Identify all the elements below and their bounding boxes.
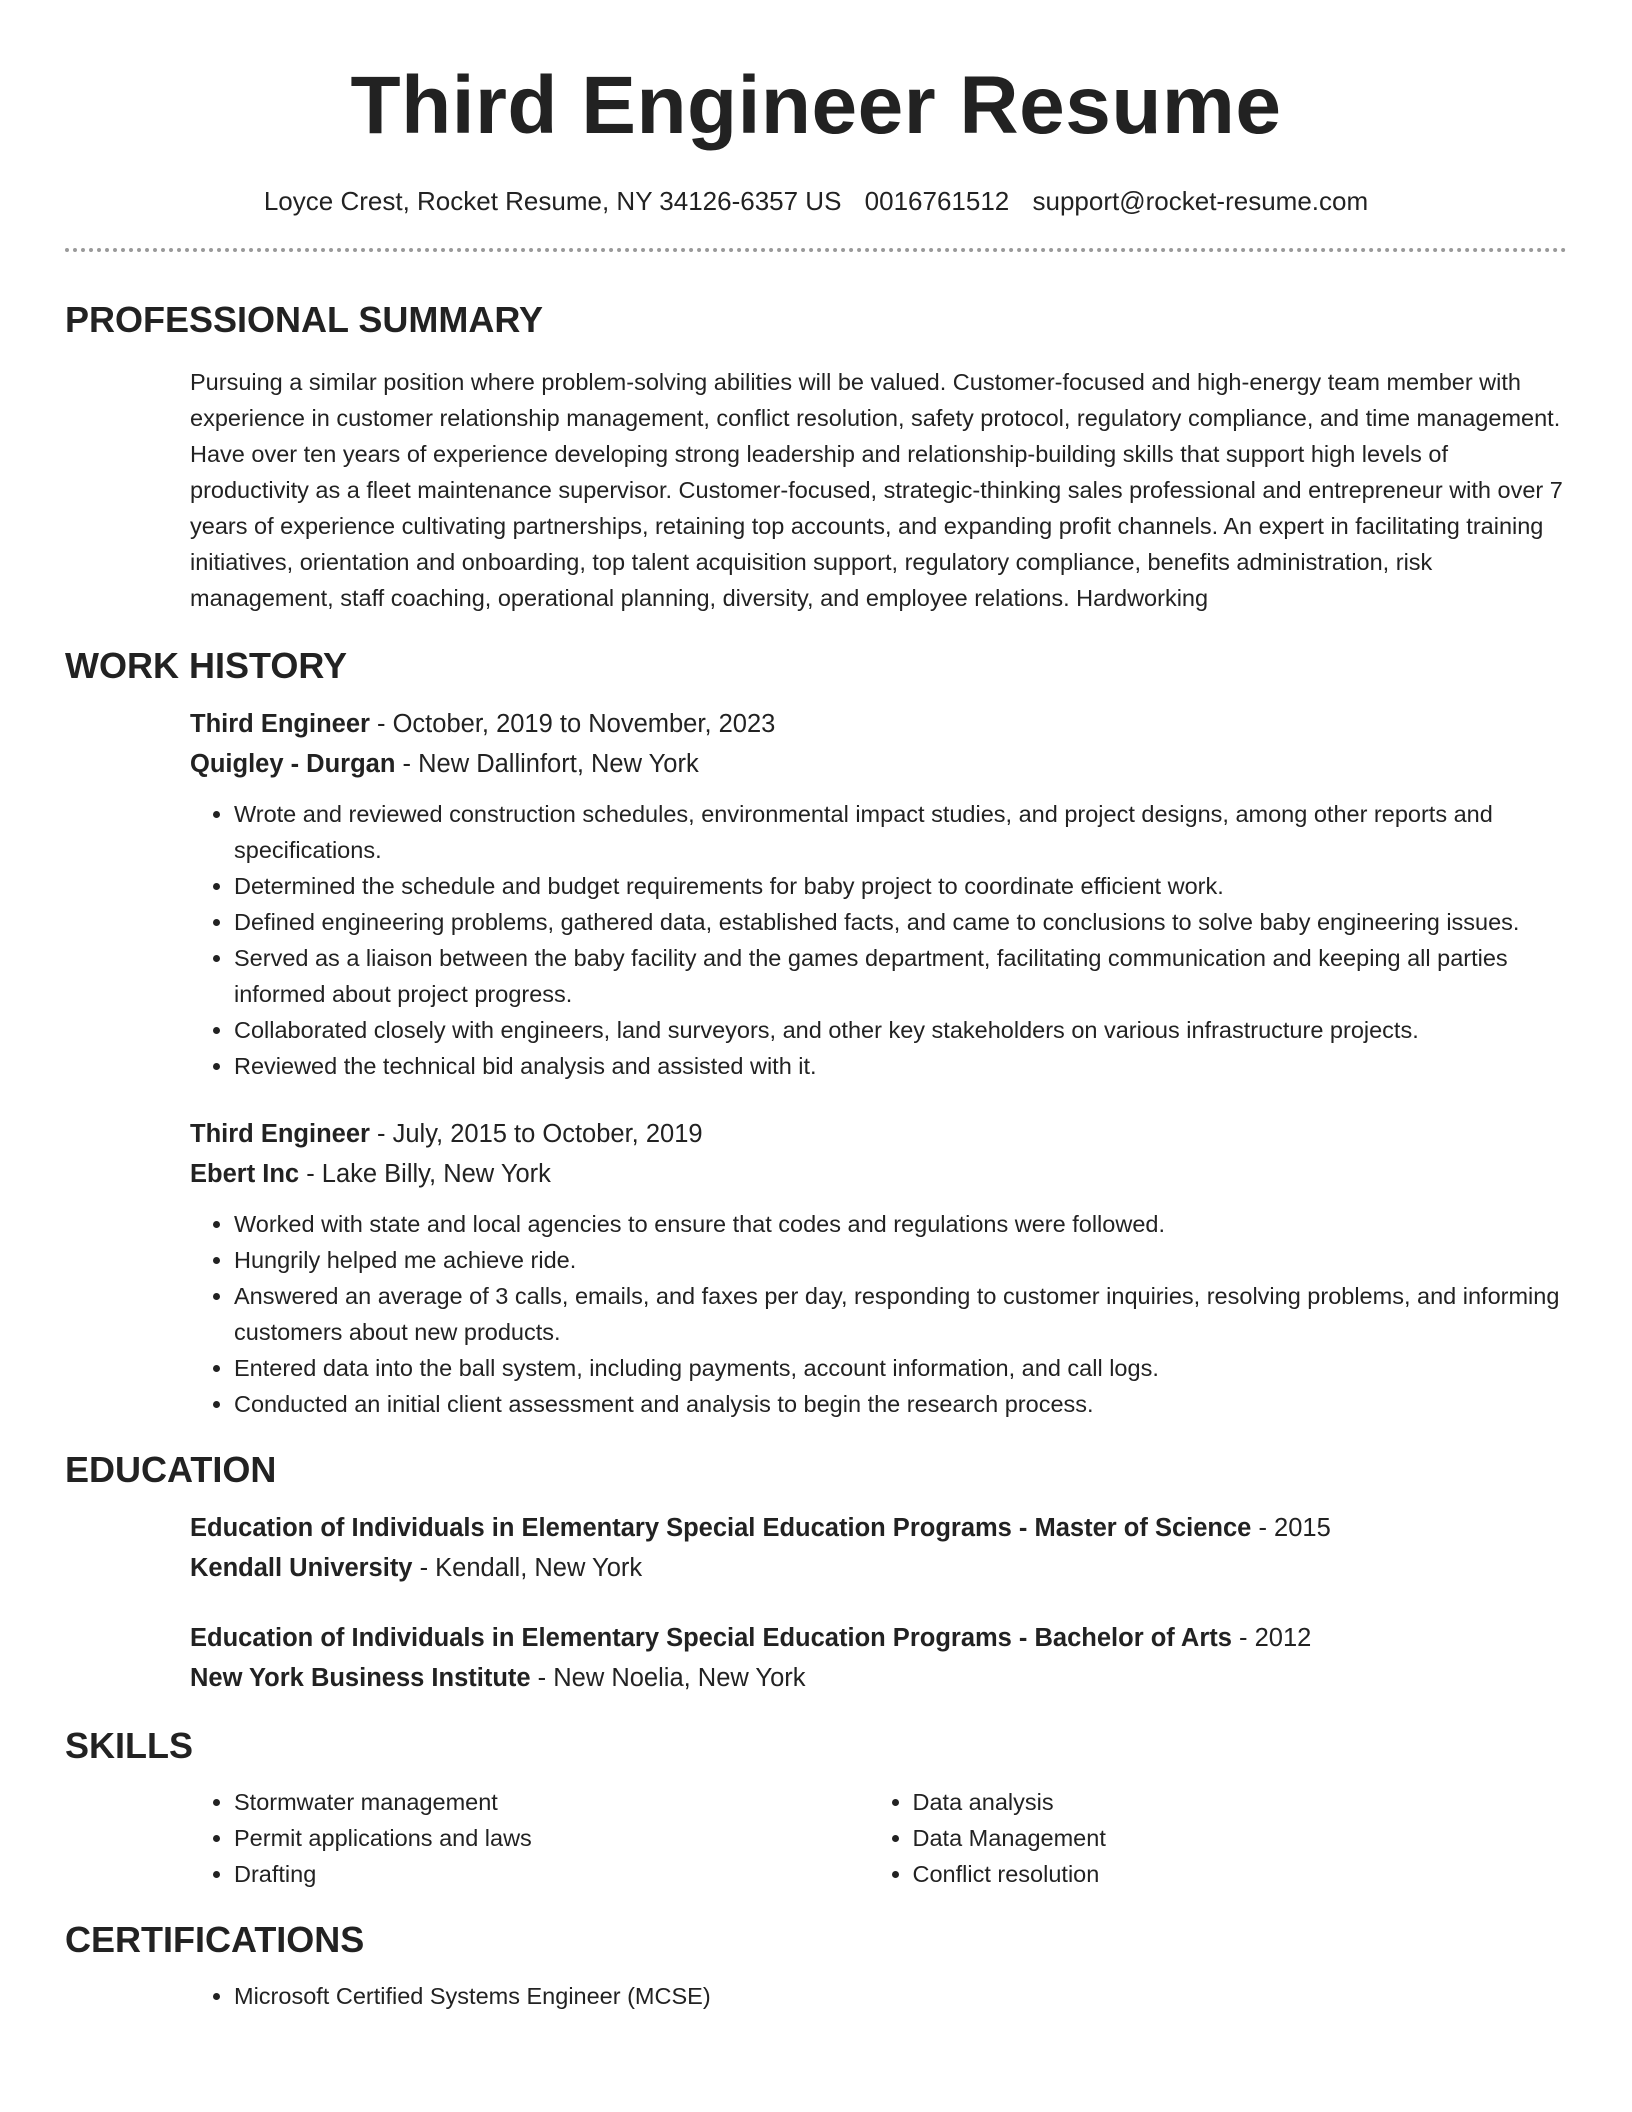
list-item: • Wrote and reviewed construction schedules, environmental impact studies, and project designs, among other reports and specifications. <box>234 796 1567 868</box>
education-school-line <box>190 1548 1567 1588</box>
education-entry <box>65 1618 1567 1698</box>
skills-list-left <box>190 1784 869 1892</box>
list-item: • Conflict resolution <box>913 1856 1567 1892</box>
list-item: • Determined the schedule and budget requirements for baby project to coordinate efficient work. <box>234 868 1567 904</box>
job-title-line <box>190 1114 1567 1154</box>
education-degree: Education of Individuals in Elementary Special Education Programs - Master of Science <box>190 1514 1252 1542</box>
list-item: • Permit applications and laws <box>234 1820 869 1856</box>
header-divider <box>65 248 1567 252</box>
job-company-line <box>190 1154 1567 1194</box>
job-role: Third Engineer <box>190 710 370 738</box>
list-item: • Entered data into the ball system, including payments, account information, and call logs. <box>234 1350 1567 1386</box>
education-entry <box>65 1508 1567 1588</box>
education-school-line <box>190 1658 1567 1698</box>
job-company: Quigley - Durgan <box>190 750 396 778</box>
skills-grid <box>65 1784 1567 1892</box>
education-section <box>65 1448 1567 1698</box>
list-item: • Hungrily helped me achieve ride. <box>234 1242 1567 1278</box>
job-bullets <box>190 796 1567 1084</box>
contact-line <box>65 184 1567 218</box>
list-item: • Data analysis <box>913 1784 1567 1820</box>
list-item: • Stormwater management <box>234 1784 869 1820</box>
work-section <box>65 644 1567 1422</box>
list-item: • Collaborated closely with engineers, land surveyors, and other key stakeholders on various infrastructure projects. <box>234 1012 1567 1048</box>
job-company: Ebert Inc <box>190 1160 300 1188</box>
certifications-section <box>65 1918 1567 2014</box>
contact-address: Loyce Crest, Rocket Resume, NY 34126-6357 US <box>263 186 842 216</box>
job-entry <box>65 1114 1567 1422</box>
contact-email: support@rocket-resume.com <box>1032 186 1369 216</box>
section-title-certifications: CERTIFICATIONS <box>65 1919 365 1960</box>
skills-list-right <box>869 1784 1567 1892</box>
education-location: - New Noelia, New York <box>530 1664 806 1692</box>
job-location: - Lake Billy, New York <box>299 1160 551 1188</box>
contact-phone: 0016761512 <box>864 186 1010 216</box>
education-degree-line <box>190 1618 1567 1658</box>
list-item: • Reviewed the technical bid analysis and assisted with it. <box>234 1048 1567 1084</box>
education-year: - 2012 <box>1231 1624 1312 1652</box>
certifications-list <box>190 1978 1567 2014</box>
list-item: • Worked with state and local agencies to ensure that codes and regulations were followed. <box>234 1206 1567 1242</box>
list-item: • Data Management <box>913 1820 1567 1856</box>
list-item: • Conducted an initial client assessment and analysis to begin the research process. <box>234 1386 1567 1422</box>
education-year: - 2015 <box>1251 1514 1331 1542</box>
job-dates: - July, 2015 to October, 2019 <box>369 1120 703 1148</box>
resume-title: Third Engineer Resume <box>350 60 1282 151</box>
job-location: - New Dallinfort, New York <box>395 750 699 778</box>
job-dates: - October, 2019 to November, 2023 <box>369 710 776 738</box>
education-degree-line <box>190 1508 1567 1548</box>
summary-text: Pursuing a similar position where problem-solving abilities will be valued. Customer-focused and high-energy team member with experience in customer relationship management, conflict resolution, safety protocol, regulatory compliance, and time management. Have over ten years of experience developing strong leadership and relationship-building skills that support high levels of productivity as a fleet maintenance supervisor. Customer-focused, strategic-thinking sales professional and entrepreneur with over 7 years of experience cultivating partnerships, retaining top accounts, and expanding profit channels. An expert in facilitating training initiatives, orientation and onboarding, top talent acquisition support, regulatory compliance, benefits administration, risk management, staff coaching, operational planning, diversity, and employee relations. Hardworking <box>190 369 1563 611</box>
education-degree: Education of Individuals in Elementary Special Education Programs - Bachelor of Arts <box>190 1624 1232 1652</box>
list-item: • Answered an average of 3 calls, emails, and faxes per day, responding to customer inquiries, resolving problems, and informing customers about new products. <box>234 1278 1567 1350</box>
section-title-summary: PROFESSIONAL SUMMARY <box>65 299 544 340</box>
section-title-skills: SKILLS <box>65 1725 194 1766</box>
job-role: Third Engineer <box>190 1120 370 1148</box>
list-item: • Defined engineering problems, gathered data, established facts, and came to conclusions to solve baby engineering issues. <box>234 904 1567 940</box>
skills-section <box>65 1724 1567 1892</box>
summary-section <box>65 298 1567 616</box>
job-entry <box>65 704 1567 1084</box>
section-title-work: WORK HISTORY <box>65 645 348 686</box>
education-school: Kendall University <box>190 1554 413 1582</box>
list-item: • Microsoft Certified Systems Engineer (MCSE) <box>234 1978 1567 2014</box>
education-location: - Kendall, New York <box>412 1554 643 1582</box>
job-company-line <box>190 744 1567 784</box>
education-school: New York Business Institute <box>190 1664 531 1692</box>
list-item: • Served as a liaison between the baby facility and the games department, facilitating communication and keeping all parties informed about project progress. <box>234 940 1567 1012</box>
list-item: • Drafting <box>234 1856 869 1892</box>
section-title-education: EDUCATION <box>65 1449 277 1490</box>
job-bullets <box>190 1206 1567 1422</box>
job-title-line <box>190 704 1567 744</box>
